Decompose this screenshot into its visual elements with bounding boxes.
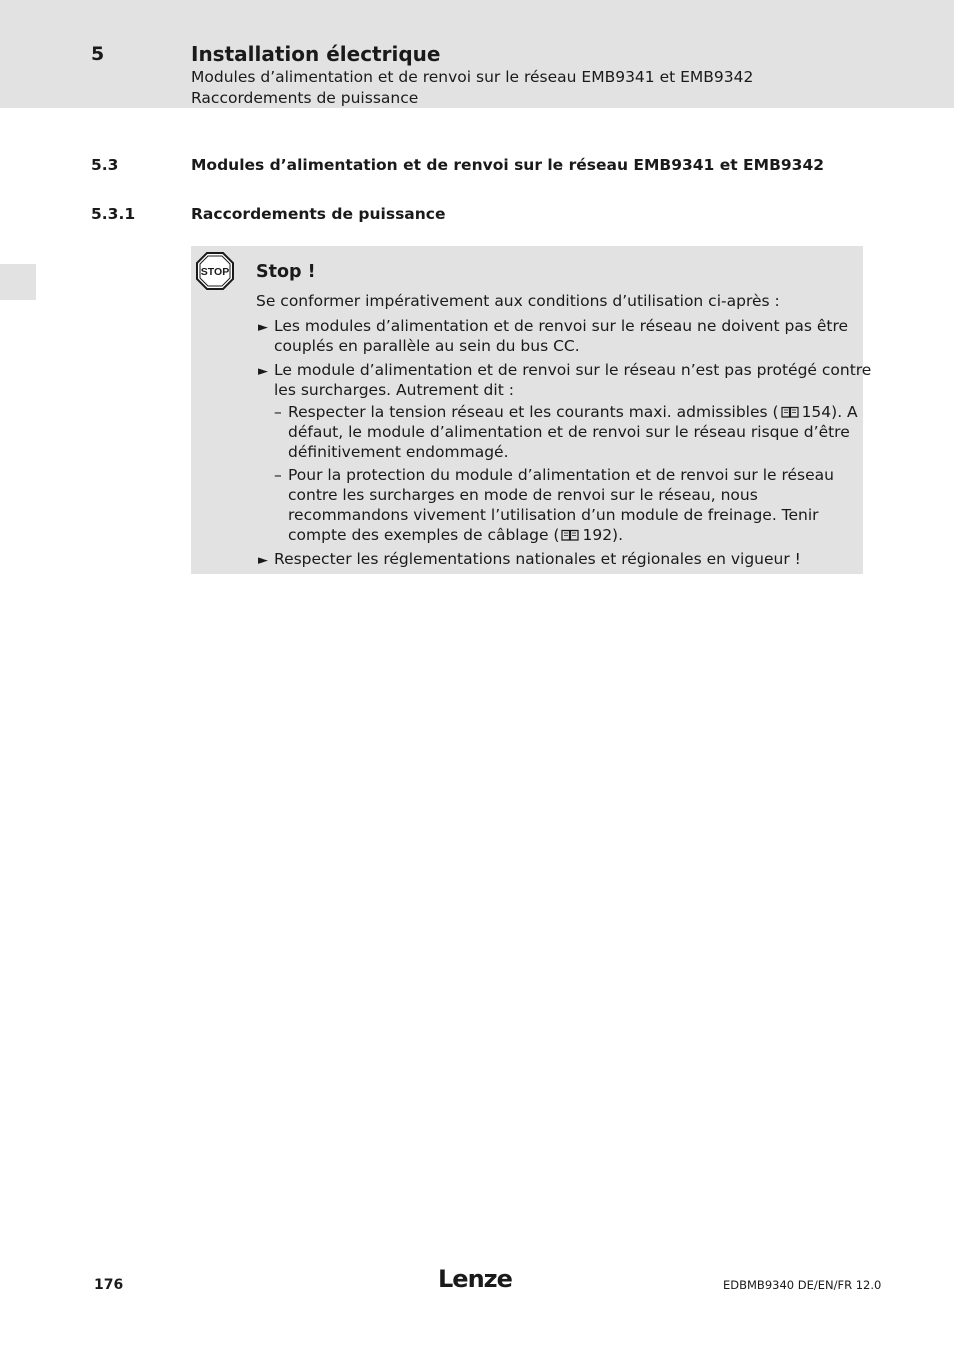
- stop-heading: Stop !: [256, 262, 316, 282]
- dash-marker: –: [274, 403, 282, 421]
- chapter-subtitle-line1: Modules d’alimentation et de renvoi sur le réseau EMB9341 et EMB9342: [191, 68, 754, 86]
- brand-logo: Lenze: [438, 1265, 512, 1293]
- item1-line1: Les modules d’alimentation et de renvoi sur le réseau ne doivent pas être: [274, 317, 849, 335]
- sub2-line4: [288, 526, 623, 544]
- item1-line2: couplés en parallèle au sein du bus CC.: [274, 337, 580, 355]
- page-number: 176: [94, 1277, 124, 1293]
- sub2-line3: recommandons vivement l’utilisation d’un module de freinage. Tenir: [288, 506, 819, 524]
- sub2-line4-text: compte des exemples de câblage (: [288, 526, 560, 544]
- stop-sign-label: STOP: [200, 266, 230, 278]
- dash-marker: –: [274, 466, 282, 484]
- stop-intro: Se conformer impérativement aux conditions d’utilisation ci-après :: [256, 292, 780, 310]
- sub1-line1-text: Respecter la tension réseau et les courants maxi. admissibles (: [288, 403, 779, 421]
- chapter-number: 5: [91, 43, 105, 65]
- sub2-line1: Pour la protection du module d’alimentation et de renvoi sur le réseau: [288, 466, 834, 484]
- book-reference-icon: [781, 406, 799, 418]
- subsection-number: 5.3.1: [91, 205, 136, 223]
- sub1-line1-page: 154). A: [801, 403, 858, 421]
- header-band: [0, 0, 954, 108]
- subsection-title: Raccordements de puissance: [191, 205, 446, 223]
- section-title: Modules d’alimentation et de renvoi sur le réseau EMB9341 et EMB9342: [191, 156, 825, 174]
- sub1-line2: défaut, le module d’alimentation et de renvoi sur le réseau risque d’être: [288, 423, 850, 441]
- document-reference: EDBMB9340 DE/EN/FR 12.0: [723, 1278, 882, 1292]
- bullet-marker: ►: [258, 364, 268, 379]
- sub2-line2: contre les surcharges en mode de renvoi sur le réseau, nous: [288, 486, 758, 504]
- book-reference-icon: [561, 529, 579, 541]
- sub1-line1: [288, 403, 858, 421]
- sub2-line4-page: 192).: [582, 526, 624, 544]
- bullet-marker: ►: [258, 553, 268, 568]
- item3-line: Respecter les réglementations nationales et régionales en vigueur !: [274, 550, 801, 568]
- bullet-marker: ►: [258, 320, 268, 335]
- stop-sign-icon: [196, 252, 234, 290]
- item2-line1: Le module d’alimentation et de renvoi sur le réseau n’est pas protégé contre: [274, 361, 872, 379]
- sub1-line3: définitivement endommagé.: [288, 443, 509, 461]
- chapter-side-tab: [0, 264, 36, 300]
- section-number: 5.3: [91, 156, 119, 174]
- chapter-title: Installation électrique: [191, 42, 441, 66]
- item2-line2: les surcharges. Autrement dit :: [274, 381, 514, 399]
- chapter-subtitle-line2: Raccordements de puissance: [191, 89, 419, 107]
